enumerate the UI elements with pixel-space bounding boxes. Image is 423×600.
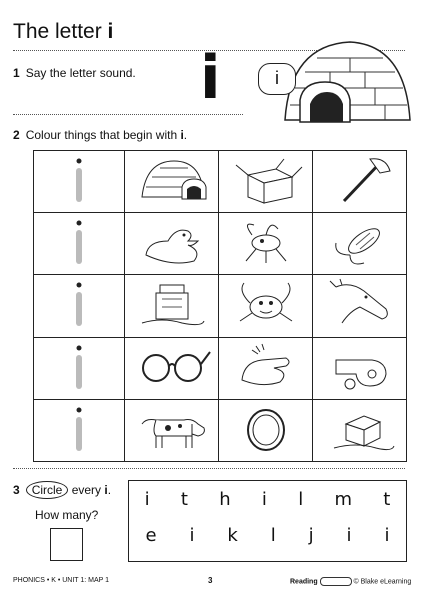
- letter-item[interactable]: i: [384, 525, 390, 546]
- footer-brand: Reading © Blake eLearning: [290, 578, 412, 586]
- grid-row: [34, 213, 406, 275]
- task-divider: [13, 114, 243, 115]
- footer-unit: PHONICS • K • UNIT 1: MAP 1: [13, 577, 110, 584]
- igloo-speech-bubble: i: [258, 63, 296, 95]
- picture-cell[interactable]: [125, 399, 219, 461]
- trace-i-icon: [69, 402, 89, 454]
- trace-i-icon: [69, 153, 89, 205]
- page-number: 3: [208, 576, 213, 585]
- task-1: 1 Say the letter sound.: [13, 66, 136, 80]
- picture-cell[interactable]: [313, 399, 406, 461]
- letter-item[interactable]: k: [227, 525, 238, 546]
- page-title: The letter i: [13, 20, 114, 43]
- axe-icon: [320, 153, 400, 205]
- grid-row: [34, 337, 406, 399]
- ink-icon: [132, 277, 212, 329]
- letter-item[interactable]: m: [334, 489, 353, 510]
- corn-icon: [320, 215, 400, 267]
- picture-grid: [33, 150, 407, 462]
- task-2: 2 Colour things that begin with i.: [13, 128, 188, 142]
- igloo-icon: [132, 153, 212, 205]
- letter-item[interactable]: i: [189, 525, 195, 546]
- letter-row-1: [129, 489, 406, 510]
- duck-icon: [132, 215, 212, 267]
- crab-icon: [226, 277, 306, 329]
- glasses-icon: [132, 340, 212, 392]
- trace-i-icon: [69, 277, 89, 329]
- letter-item[interactable]: h: [219, 489, 231, 510]
- grid-row: [34, 151, 406, 213]
- letter-box: [128, 480, 407, 562]
- letter-item[interactable]: e: [145, 525, 157, 546]
- picture-cell[interactable]: [125, 275, 219, 337]
- picture-cell[interactable]: [219, 151, 313, 213]
- trace-i-icon: [69, 340, 89, 392]
- grid-row: [34, 275, 406, 337]
- tracing-letter-cell[interactable]: [34, 213, 125, 275]
- how-many-label: How many?: [35, 508, 99, 522]
- task-3: 3 Circle every i.: [13, 483, 112, 497]
- answer-box[interactable]: [50, 528, 83, 561]
- picture-cell[interactable]: [125, 151, 219, 213]
- trace-i-icon: [69, 215, 89, 267]
- big-letter: i: [200, 43, 221, 113]
- picture-cell[interactable]: [125, 337, 219, 399]
- letter-item[interactable]: i: [346, 525, 352, 546]
- letter-item[interactable]: t: [180, 489, 188, 510]
- blake-logo-icon: [320, 577, 352, 586]
- picture-cell[interactable]: [219, 337, 313, 399]
- cow-icon: [132, 402, 212, 454]
- insect-icon: [226, 215, 306, 267]
- letter-item[interactable]: l: [298, 489, 304, 510]
- letter-item[interactable]: t: [383, 489, 391, 510]
- letter-item[interactable]: i: [261, 489, 267, 510]
- picture-cell[interactable]: [219, 213, 313, 275]
- letter-row-2: [129, 525, 406, 546]
- letter-item[interactable]: j: [308, 525, 314, 546]
- ice-icon: [320, 402, 400, 454]
- picture-cell[interactable]: [125, 213, 219, 275]
- tracing-letter-cell[interactable]: [34, 399, 125, 461]
- letter-item[interactable]: i: [144, 489, 150, 510]
- tracing-letter-cell[interactable]: [34, 337, 125, 399]
- tracing-letter-cell[interactable]: [34, 151, 125, 213]
- ill-hand-icon: [226, 340, 306, 392]
- letter-item[interactable]: l: [270, 525, 276, 546]
- horse-icon: [320, 277, 400, 329]
- picture-cell[interactable]: [313, 337, 406, 399]
- circle-word: Circle: [26, 481, 69, 499]
- picture-cell[interactable]: [219, 275, 313, 337]
- grid-row: [34, 399, 406, 461]
- picture-cell[interactable]: [313, 213, 406, 275]
- picture-cell[interactable]: [219, 399, 313, 461]
- ring-icon: [226, 402, 306, 454]
- whistle-icon: [320, 340, 400, 392]
- picture-cell[interactable]: [313, 151, 406, 213]
- picture-cell[interactable]: [313, 275, 406, 337]
- grid-divider: [13, 468, 405, 469]
- box-icon: [226, 153, 306, 205]
- tracing-letter-cell[interactable]: [34, 275, 125, 337]
